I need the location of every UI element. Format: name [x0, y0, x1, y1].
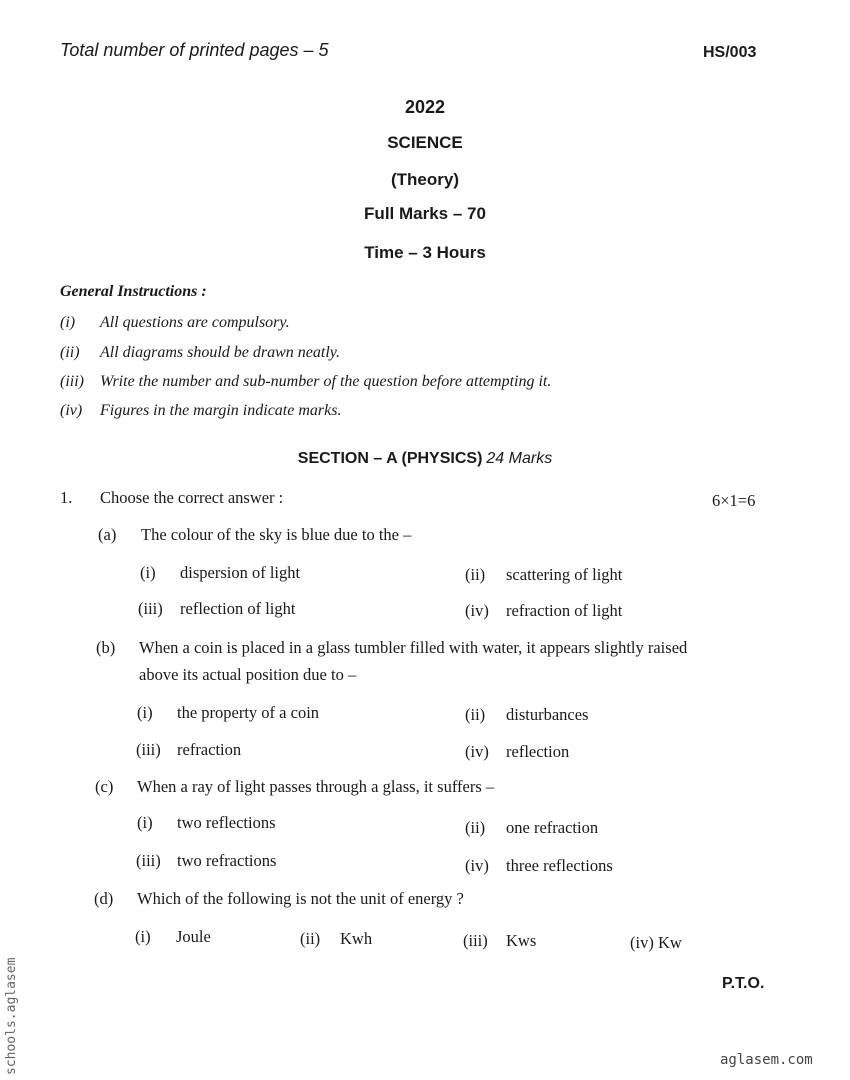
option-text: Joule — [176, 927, 211, 946]
option-number: (iii) — [136, 851, 161, 870]
option-text: the property of a coin — [177, 703, 320, 722]
option-number: (i) — [135, 927, 151, 946]
instruction-text: All questions are compulsory. — [100, 314, 290, 331]
option-text: refraction of light — [506, 601, 623, 620]
option-text: Kw — [658, 933, 682, 952]
part-label: (b) — [96, 638, 116, 657]
option-text: one refraction — [506, 818, 599, 837]
exam-subject: SCIENCE — [387, 133, 463, 152]
part-question: When a ray of light passes through a glass, it suffers – — [137, 777, 495, 796]
question-number: 1. — [60, 488, 73, 507]
option-number: (iii) — [136, 740, 161, 759]
side-watermark: schools.aglasem — [4, 957, 19, 1075]
option-number: (iv) — [465, 601, 489, 620]
paper-code: HS/003 — [703, 44, 757, 61]
option-number: (iv) — [465, 742, 489, 761]
instruction-number: (ii) — [60, 344, 80, 361]
section-title: SECTION – A (PHYSICS) — [297, 450, 483, 467]
part-label: (d) — [94, 889, 114, 908]
instruction-text: All diagrams should be drawn neatly. — [100, 344, 340, 361]
exam-paper-type: (Theory) — [391, 170, 459, 189]
section-marks: 24 Marks — [486, 450, 553, 467]
option-text: Kwh — [340, 929, 373, 948]
exam-time: Time – 3 Hours — [364, 243, 486, 262]
option-number: (iii) — [463, 931, 488, 950]
option-text: dispersion of light — [180, 563, 301, 582]
option-text: reflection — [506, 742, 570, 761]
option-number: (i) — [137, 813, 153, 832]
full-marks: Full Marks – 70 — [364, 204, 486, 223]
question-prompt: Choose the correct answer : — [100, 488, 284, 507]
option-text: scattering of light — [506, 565, 623, 584]
option-number: (i) — [137, 703, 153, 722]
option-text: reflection of light — [180, 599, 296, 618]
question-marks: 6×1=6 — [712, 491, 756, 510]
option-text: disturbances — [506, 705, 589, 724]
printed-pages-note: Total number of printed pages – 5 — [60, 40, 329, 60]
option-number: (ii) — [300, 929, 321, 948]
part-question-continued: above its actual position due to – — [139, 665, 357, 684]
option-number: (iv) — [630, 933, 654, 952]
option-number: (ii) — [465, 818, 486, 837]
option-text: Kws — [506, 931, 537, 950]
option-text: two reflections — [177, 813, 276, 832]
instruction-number: (iv) — [60, 402, 83, 419]
instruction-number: (iii) — [60, 373, 84, 390]
option-number: (iii) — [138, 599, 163, 618]
part-label: (a) — [98, 525, 117, 544]
part-question: When a coin is placed in a glass tumbler filled with water, it appears slightly raised — [139, 638, 688, 657]
part-question: The colour of the sky is blue due to the – — [141, 525, 412, 544]
pto-label: P.T.O. — [722, 975, 765, 992]
option-number: (ii) — [465, 705, 486, 724]
part-question: Which of the following is not the unit of energy ? — [137, 889, 464, 908]
instructions-heading: General Instructions : — [60, 283, 207, 300]
option-number: (iv) — [465, 856, 489, 875]
part-label: (c) — [95, 777, 114, 796]
option-number: (ii) — [465, 565, 486, 584]
section-heading — [0, 450, 850, 468]
option-number: (i) — [140, 563, 156, 582]
site-watermark: aglasem.com — [720, 1052, 813, 1068]
option-text: three reflections — [506, 856, 613, 875]
instruction-text: Figures in the margin indicate marks. — [100, 402, 342, 419]
option-text: two refractions — [177, 851, 277, 870]
exam-year: 2022 — [404, 97, 446, 117]
option-text: refraction — [177, 740, 242, 759]
instruction-number: (i) — [60, 314, 76, 331]
instruction-text: Write the number and sub-number of the question before attempting it. — [100, 373, 552, 390]
